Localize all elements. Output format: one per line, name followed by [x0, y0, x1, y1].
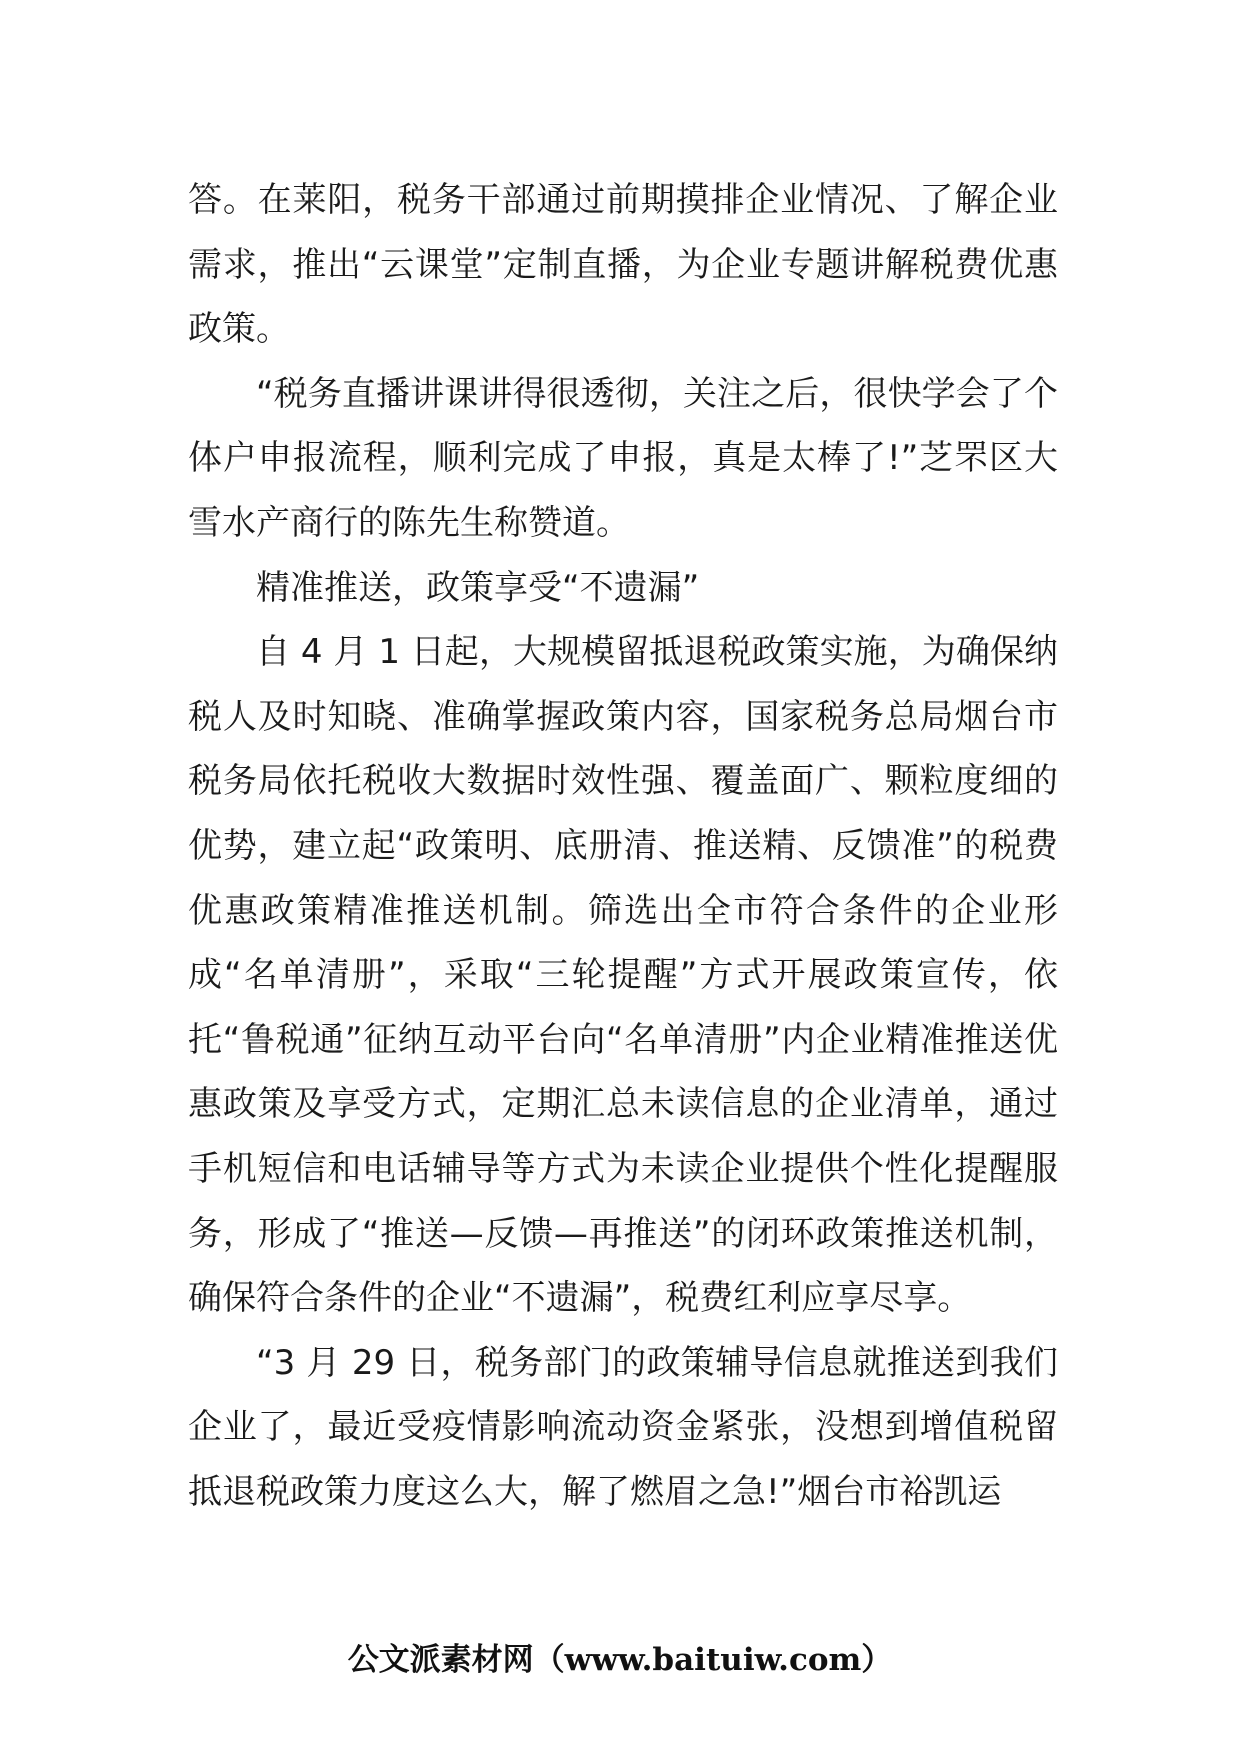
document-body [188, 168, 1058, 1524]
section-heading: 精准推送，政策享受“不遗漏” [256, 567, 700, 608]
paragraph-precise-push: 自 4 月 1 日起，大规模留抵退税政策实施，为确保纳税人及时知晓、准确掌握政策内容，国家税务总局烟台市税务局依托税收大数据时效性强、覆盖面广、颗粒度细的优势，建立起“政策明、底册清、推送精、反馈准”的税费优惠政策精准推送机制。筛选出全市符合条件的企业形成“名单清册”，采取“三轮提醒”方式开展政策宣传，依托“鲁税通”征纳互动平台向“名单清册”内企业精准推送优惠政策及享受方式，定期汇总未读信息的企业清单，通过手机短信和电话辅导等方式为未读企业提供个性化提醒服务，形成了“推送—反馈—再推送”的闭环政策推送机制，确保符合条件的企业“不遗漏”，税费红利应享尽享。 [188, 632, 1058, 1319]
paragraph-quote-livestream: “税务直播讲课讲得很透彻，关注之后，很快学会了个体户申报流程，顺利完成了申报，真是太棒了!”芝罘区大雪水产商行的陈先生称赞道。 [188, 373, 1058, 543]
paragraph-continuation: 答。在莱阳，税务干部通过前期摸排企业情况、了解企业需求，推出“云课堂”定制直播，为企业专题讲解税费优惠政策。 [188, 180, 1058, 350]
paragraph-quote-refund: “3 月 29 日，税务部门的政策辅导信息就推送到我们企业了，最近受疫情影响流动资金紧张，没想到增值税留抵退税政策力度这么大，解了燃眉之急!”烟台市裕凯运 [188, 1342, 1058, 1512]
footer-watermark: 公文派素材网（www.baituiw.com） [347, 1642, 893, 1678]
